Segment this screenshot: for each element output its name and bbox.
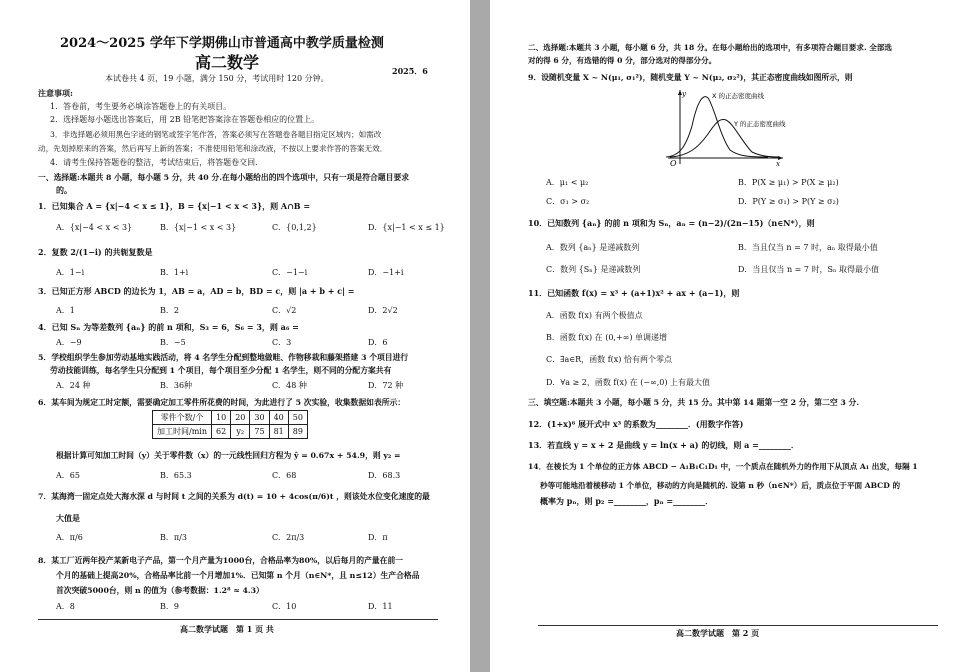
q6-option-c: C．68 <box>272 471 297 480</box>
q2-option-a: A．1−i <box>56 268 85 277</box>
q2-option-d: D．−1+i <box>368 268 404 277</box>
q4-option-d: D．6 <box>368 338 388 347</box>
table-header-cell: 20 <box>231 411 250 425</box>
q6-data-table <box>152 410 308 439</box>
exam-page-2 <box>490 0 960 672</box>
q8-option-a: A．8 <box>56 602 75 611</box>
q11-option-c: C．∃a∈R，函数 f(x) 恰有两个零点 <box>546 355 672 364</box>
q5-stem: 5．学校组织学生参加劳动基地实践活动，将 4 名学生分配到整地做畦、作物移栽和藤架搭建 3 个项目进行 <box>38 353 409 362</box>
q9-option-a: A．μ₁ < μ₂ <box>546 178 589 187</box>
exam-info: 本试卷共 4 页，19 小题，满分 150 分，考试用时 120 分钟。 <box>105 74 329 83</box>
q5-option-d: D．72 种 <box>368 381 404 390</box>
q10-stem: 10．已知数列 {aₙ} 的前 n 项和为 Sₙ，aₙ = (n−2)/(2n−15)（n∈N*），则 <box>528 218 815 228</box>
table-header-cell: 40 <box>269 411 288 425</box>
exam-page-1 <box>0 0 470 672</box>
table-cell: y₂ <box>231 425 250 439</box>
q7-stem-cont: 大值是 <box>56 513 80 523</box>
exam-date: 2025．6 <box>392 66 428 76</box>
table-row <box>153 411 308 425</box>
footer-divider <box>538 625 938 626</box>
q4-option-b: B．−5 <box>160 338 186 347</box>
q7-option-b: B．π/3 <box>160 533 187 542</box>
notice-4: 4．请考生保持答题卷的整洁，考试结束后，将答题卷交回． <box>50 158 264 167</box>
q4-option-a: A．−9 <box>56 338 82 347</box>
q9-option-d: D．P(Y ≥ σ₁) > P(Y ≥ σ₂) <box>738 197 839 206</box>
q1-stem: 1．已知集合 A = {x|−4 < x ≤ 1}，B = {x|−1 < x < 3}，则 A∩B = <box>38 201 311 211</box>
q1-option-a: A．{x|−4 < x < 3} <box>56 223 133 232</box>
q3-option-d: D．2√2 <box>368 306 398 315</box>
q7-option-d: D．π <box>368 533 388 542</box>
q9-stem: 9．设随机变量 X ~ N(μ₁, σ₁²)，随机变量 Y ~ N(μ₂, σ₂²)，其正态密度曲线如图所示，则 <box>528 73 853 82</box>
q4-option-c: C．3 <box>272 338 292 347</box>
q8-option-b: B．9 <box>160 602 179 611</box>
notice-3: 3．非选择题必须用黑色字迹的钢笔或签字笔作答，答案必须写在答题卷各题目指定区域内；如需改 <box>50 130 382 139</box>
q5-option-b: B．36种 <box>160 381 193 390</box>
q1-option-d: D．{x|−1 < x ≤ 1} <box>368 223 445 232</box>
q3-option-b: B．2 <box>160 306 179 315</box>
q6-stem-cont: 根据计算可知加工时间（y）关于零件数（x）的一元线性回归方程为 ŷ = 0.67x + 54.9，则 y₂ = <box>56 451 401 460</box>
q2-stem: 2．复数 2/(1−i) 的共轭复数是 <box>38 247 153 257</box>
section3-heading: 三、填空题:本题共 3 小题，每小题 5 分，共 15 分。其中第 14 题第一空 2 分，第二空 3 分. <box>528 398 860 407</box>
q12-stem: 12．(1+x)⁶ 展开式中 x³ 的系数为________．(用数字作答) <box>528 419 744 429</box>
q3-stem: 3．已知正方形 ABCD 的边长为 1，AB = a，AD = b，BD = c，则 |a + b + c| = <box>38 286 355 296</box>
table-header-cell: 50 <box>288 411 307 425</box>
q8-stem: 8．某工厂近两年投产某新电子产品，第一个月产量为1000台，合格品率为80%，以后每月的产量在前一 <box>38 556 404 565</box>
q10-option-d: D．当且仅当 n = 7 时，Sₙ 取得最小值 <box>738 265 880 274</box>
q10-option-c: C．数列 {Sₙ} 是递减数列 <box>546 265 641 274</box>
x-curve-label: X 的正态密度曲线 <box>712 92 765 100</box>
q1-option-b: B．{x|−1 < x < 3} <box>160 223 237 232</box>
q9-option-c: C．σ₁ > σ₂ <box>546 197 590 206</box>
section2-heading-cont: 对的得 6 分，有选错的得 0 分，部分选对的得部分分。 <box>528 56 717 65</box>
table-row <box>153 425 308 439</box>
table-cell: 89 <box>288 425 307 439</box>
footer-divider <box>38 619 438 620</box>
q11-option-b: B．函数 f(x) 在 (0,+∞) 单调递增 <box>546 333 668 342</box>
q14-stem-cont2: 概率为 pₙ，则 p₂ =________，pₙ =________． <box>540 496 714 506</box>
notice-2: 2．选择题每小题选出答案后，用 2B 铅笔把答案涂在答题卷相应的位置上。 <box>50 115 320 124</box>
q14-stem: 14．在棱长为 1 个单位的正方体 ABCD − A₁B₁C₁D₁ 中，一个质点在随机外力的作用下从顶点 A₁ 出发，每隔 1 <box>528 462 918 471</box>
q11-option-d: D．∀a ≥ 2，函数 f(x) 在 (−∞,0) 上有最大值 <box>546 378 711 387</box>
q8-stem-cont1: 个月的基础上提高20%，合格品率比前一个月增加1%．已知第 n 个月（n∈N*，且 n≤12）生产合格品 <box>56 571 420 580</box>
q11-option-a: A．函数 f(x) 有两个极值点 <box>546 311 643 320</box>
q11-stem: 11．已知函数 f(x) = x³ + (a+1)x² + ax + (a−1)，则 <box>528 288 740 298</box>
q6-stem: 6．某车间为规定工时定额，需要确定加工零件所花费的时间，为此进行了 5 次实验，收集数据如表所示： <box>38 398 406 407</box>
q8-option-d: D．11 <box>368 602 393 611</box>
table-cell: 62 <box>212 425 231 439</box>
table-cell: 75 <box>250 425 269 439</box>
notice-1: 1．答卷前，考生要务必填涂答题卷上的有关项目。 <box>50 102 232 111</box>
q7-option-c: C．2π/3 <box>272 533 305 542</box>
q14-stem-cont1: 秒等可能地沿着棱移动 1 个单位，移动的方向是随机的. 设第 n 秒（n∈N*）后，质点位于平面 ABCD 的 <box>540 481 901 490</box>
table-header-cell: 10 <box>212 411 231 425</box>
y-axis-label: y <box>682 90 686 98</box>
origin-label: O <box>670 159 677 168</box>
section2-heading: 二、选择题:本题共 3 小题，每小题 6 分，共 18 分。在每小题给出的选项中，有多项符合题目要求. 全部选 <box>528 43 893 52</box>
q8-option-c: C．10 <box>272 602 297 611</box>
q3-option-a: A．1 <box>56 306 75 315</box>
q6-option-b: B．65.3 <box>160 471 192 480</box>
q4-stem: 4．已知 Sₙ 为等差数列 {aₙ} 的前 n 项和，S₃ = 6，S₆ = 3，则 a₆ = <box>38 322 299 332</box>
page-footer: 高二数学试题 第 1 页 共 <box>180 624 274 634</box>
q9-option-b: B．P(X ≥ μ₁) > P(X ≥ μ₂) <box>738 178 839 187</box>
q13-stem: 13．若直线 y = x + 2 是曲线 y = ln(x + a) 的切线，则 a =________． <box>528 440 799 450</box>
q5-option-c: C．48 种 <box>272 381 307 390</box>
q5-option-a: A．24 种 <box>56 381 91 390</box>
section1-heading: 一、选择题:本题共 8 小题，每小题 5 分，共 40 分.在每小题给出的四个选项中，只有一项是符合题目要求 <box>38 173 410 182</box>
exam-subtitle: 高二数学 <box>195 53 260 72</box>
q5-stem-cont: 劳动技能训练，每名学生只分配到 1 个项目，每个项目至少分配 1 名学生，则不同的分配方案共有 <box>50 366 392 375</box>
q8-stem-cont2: 首次突破5000台，则 n 的值为（参考数据：1.2⁸ ≈ 4.3） <box>56 586 264 595</box>
notice-3-cont: 动，先划掉原来的答案，然后再写上新的答案；不准使用铅笔和涂改液，不按以上要求作答的答案无效． <box>38 144 388 153</box>
y-curve-label: Y 的正态密度曲线 <box>734 120 786 128</box>
q3-option-c: C．√2 <box>272 306 297 315</box>
notice-heading: 注意事项: <box>38 88 73 98</box>
q10-option-a: A．数列 {aₙ} 是递减数列 <box>546 243 640 252</box>
table-cell: 81 <box>269 425 288 439</box>
q10-option-b: B．当且仅当 n = 7 时，aₙ 取得最小值 <box>738 243 878 252</box>
section1-heading-cont: 的。 <box>56 185 72 195</box>
q6-option-d: D．68.3 <box>368 471 401 480</box>
table-header-cell: 30 <box>250 411 269 425</box>
q1-option-c: C．{0,1,2} <box>272 223 317 232</box>
q7-option-a: A．π/6 <box>56 533 83 542</box>
x-axis-label: x <box>776 160 780 168</box>
table-cell: 加工时间/min <box>153 425 212 439</box>
page-footer: 高二数学试题 第 2 页 <box>676 628 760 638</box>
q2-option-c: C．−1−i <box>272 268 308 277</box>
q6-option-a: A．65 <box>56 471 80 480</box>
exam-title: 2024～2025 学年下学期佛山市普通高中教学质量检测 <box>60 36 384 51</box>
table-header-cell: 零件个数/个 <box>153 411 212 425</box>
q9-normal-curves-figure <box>658 86 788 168</box>
q7-stem: 7．某海湾一固定点处大海水深 d 与时间 t 之间的关系为 d(t) = 10 + 4cos(π/6)t ，则该处水位变化速度的最 <box>38 492 430 501</box>
q2-option-b: B．1+i <box>160 268 189 277</box>
